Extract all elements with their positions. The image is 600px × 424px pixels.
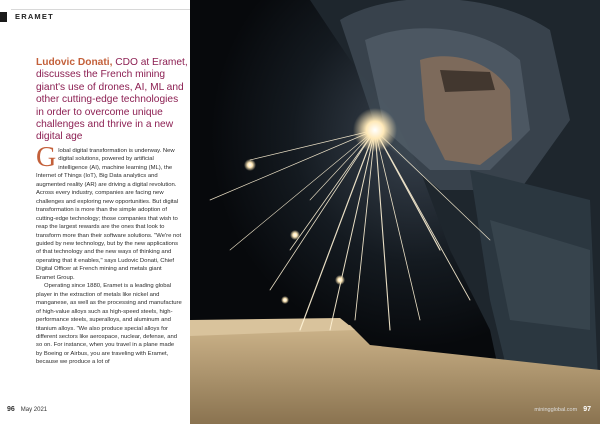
welder-sparks-photo xyxy=(190,0,600,424)
site-url: miningglobal.com xyxy=(534,407,578,413)
left-page xyxy=(0,0,190,424)
folio-right xyxy=(534,406,591,413)
article-body xyxy=(36,142,182,367)
issue-date: May 2021 xyxy=(20,407,48,413)
brand-marker xyxy=(0,12,7,22)
page-number-right: 97 xyxy=(583,406,591,413)
brand-label: ERAMET xyxy=(11,12,58,22)
standfirst-name: Ludovic Donati, xyxy=(36,57,113,68)
standfirst-text: CDO at Eramet, discusses the French mining giant's use of drones, AI, ML and other cutting-edge technologies in order to overcome unique challenges and thrive in a new digital age xyxy=(36,57,188,143)
standfirst xyxy=(36,57,188,144)
paragraph-1 xyxy=(36,142,182,282)
header-rule xyxy=(11,9,190,10)
paragraph-1-text: lobal digital transformation is underway. New digital solutions, powered by artificial intelligence (AI), machine learning (ML), the Internet of Things (IoT), Big Data analytics and augmented reality (AR) are driving a digital revolution. Across every industry, companies are facing new challenges and exploring new opportunities. But digital transformation is more than the simple adoption of cutting-edge technology; those companies that wish to reap the largest rewards are the ones that look to transform more than their software solutions. "We're not guided by new technology, but by the new applications of that technology and the new ways of thinking and operating that it enables," says Ludovic Donati, Chief Digital Officer at French mining and metals giant Eramet Group. xyxy=(36,148,182,281)
page-number-left: 96 xyxy=(7,406,15,413)
paragraph-2: Operating since 1880, Eramet is a leading global player in the extraction of metals like nickel and manganese, as well as the processing and manufacture of high-value alloys such as high-speed steels, high-performance steels, superalloys, and aluminum and titanium alloys. "We also produce special alloys for different sectors like aerospace, nuclear, defense, and so on. For instance, when you travel in a plane made by Boeing or Airbus, you are traveling with Eramet, because we produce a lot of xyxy=(36,283,182,366)
folio-left xyxy=(7,406,47,413)
drop-cap: G xyxy=(36,142,57,173)
